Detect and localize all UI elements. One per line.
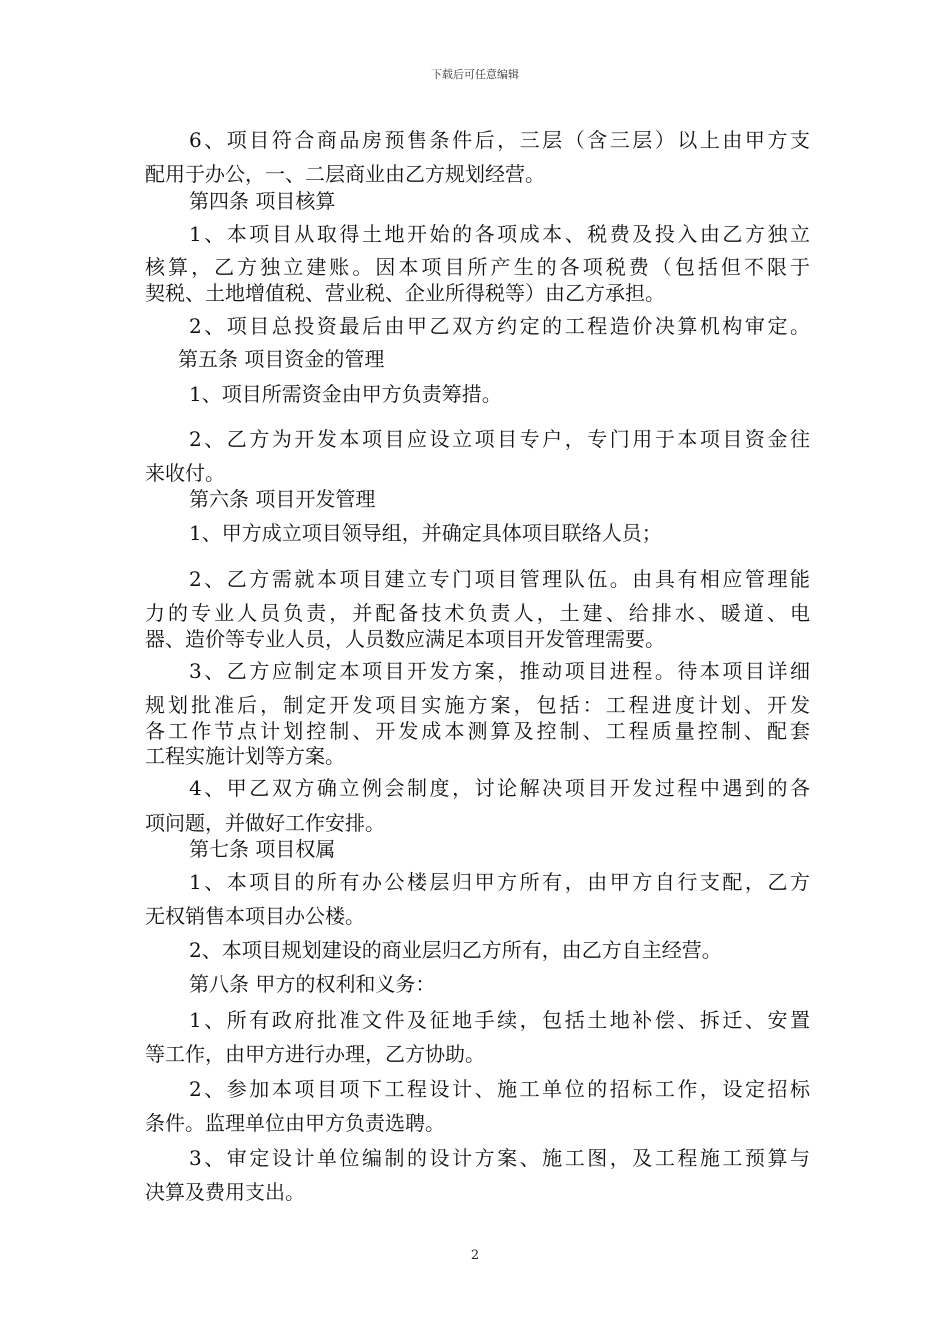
text-line: 2、乙方为开发本项目应设立项目专户，专门用于本项目资金往	[189, 427, 810, 451]
text-line: 1、项目所需资金由甲方负责筹措。	[189, 382, 502, 406]
text-line: 规划批准后，制定开发项目实施方案，包括：工程进度计划、开发	[145, 693, 810, 717]
section-heading: 第七条 项目权属	[189, 837, 336, 861]
text-line: 等工作，由甲方进行办理，乙方协助。	[145, 1042, 485, 1066]
text-line: 1、所有政府批准文件及征地手续，包括土地补偿、拆迁、安置	[189, 1008, 810, 1032]
section-heading: 第八条 甲方的权利和义务：	[189, 972, 436, 996]
text-line: 项问题，并做好工作安排。	[145, 811, 385, 835]
text-line: 2、乙方需就本项目建立专门项目管理队伍。由具有相应管理能	[189, 567, 810, 591]
text-line: 条件。监理单位由甲方负责选聘。	[145, 1111, 445, 1135]
text-line: 决算及费用支出。	[145, 1180, 305, 1204]
text-line: 工程实施计划等方案。	[145, 744, 345, 768]
text-line: 1、甲方成立项目领导组，并确定具体项目联络人员；	[189, 521, 662, 545]
text-line: 核算，乙方独立建账。因本项目所产生的各项税费（包括但不限于	[145, 255, 810, 279]
section-heading: 第四条 项目核算	[189, 189, 336, 213]
text-line: 各工作节点计划控制、开发成本测算及控制、工程质量控制、配套	[145, 719, 810, 743]
text-line: 6、项目符合商品房预售条件后，三层（含三层）以上由甲方支	[189, 128, 810, 152]
text-line: 3、审定设计单位编制的设计方案、施工图，及工程施工预算与	[189, 1146, 810, 1170]
text-line: 力的专业人员负责，并配备技术负责人，土建、给排水、暖道、电	[145, 601, 810, 625]
section-heading: 第六条 项目开发管理	[189, 487, 376, 511]
text-line: 2、参加本项目项下工程设计、施工单位的招标工作，设定招标	[189, 1077, 810, 1101]
text-line: 契税、土地增值税、营业税、企业所得税等）由乙方承担。	[145, 281, 665, 305]
text-line: 1、本项目的所有办公楼层归甲方所有，由甲方自行支配，乙方	[189, 870, 810, 894]
text-line: 2、项目总投资最后由甲乙双方约定的工程造价决算机构审定。	[189, 314, 810, 338]
text-line: 无权销售本项目办公楼。	[145, 904, 365, 928]
page-number: 2	[470, 1248, 480, 1263]
text-line: 1、本项目从取得土地开始的各项成本、税费及投入由乙方独立	[189, 222, 810, 246]
text-line: 4、甲乙双方确立例会制度，讨论解决项目开发过程中遇到的各	[189, 776, 810, 800]
section-heading: 第五条 项目资金的管理	[178, 347, 385, 371]
text-line: 2、本项目规划建设的商业层归乙方所有，由乙方自主经营。	[189, 938, 722, 962]
text-line: 来收付。	[145, 461, 225, 485]
header-note: 下载后可任意编辑	[431, 68, 519, 81]
text-line: 3、乙方应制定本项目开发方案，推动项目进程。待本项目详细	[189, 659, 810, 683]
text-line: 配用于办公，一、二层商业由乙方规划经营。	[145, 162, 545, 186]
text-line: 器、造价等专业人员，人员数应满足本项目开发管理需要。	[145, 627, 665, 651]
